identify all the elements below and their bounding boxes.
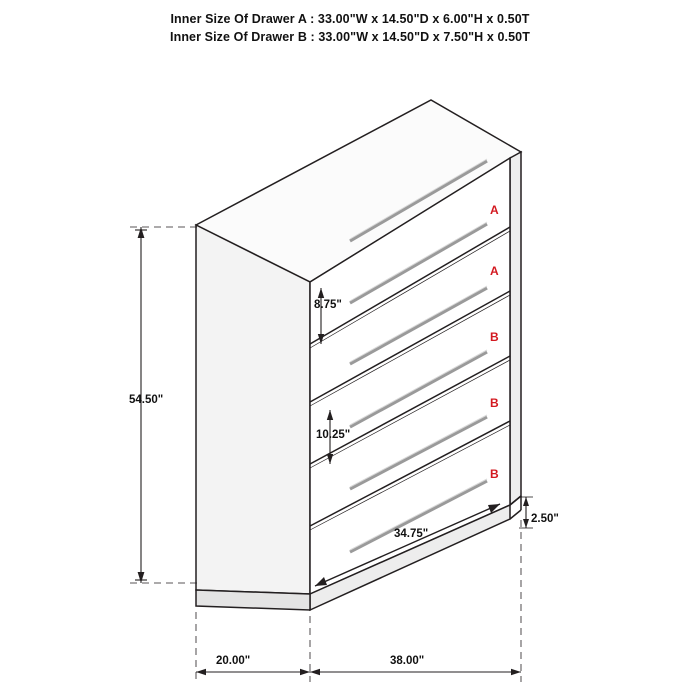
chest-left-side-panel: [196, 225, 310, 594]
label-drawer-front-width: 34.75": [394, 528, 429, 540]
label-depth: 20.00": [216, 655, 251, 667]
drawer-marker-3: B: [490, 330, 499, 344]
label-base-height: 2.50": [531, 513, 559, 525]
drawer-marker-2: A: [490, 264, 499, 278]
label-width: 38.00": [390, 655, 425, 667]
drawer-a-inner-size-note: Inner Size Of Drawer A : 33.00"W x 14.50"D x 6.00"H x 0.50T: [170, 12, 530, 26]
drawer-b-inner-size-note: Inner Size Of Drawer B : 33.00"W x 14.50"D x 7.50"H x 0.50T: [170, 30, 530, 44]
drawer-marker-5: B: [490, 467, 499, 481]
label-total-height: 54.50": [129, 394, 164, 406]
dimension-width: [310, 669, 521, 675]
dimension-depth: [196, 669, 310, 675]
chest-right-edge: [510, 152, 521, 505]
label-drawer-a-height: 8.75": [314, 299, 342, 311]
label-drawer-b-height: 10.25": [316, 429, 351, 441]
drawer-marker-1: A: [490, 203, 499, 217]
drawer-marker-4: B: [490, 396, 499, 410]
chest-base-left: [196, 590, 310, 610]
base-right-connector-2: [510, 510, 521, 519]
